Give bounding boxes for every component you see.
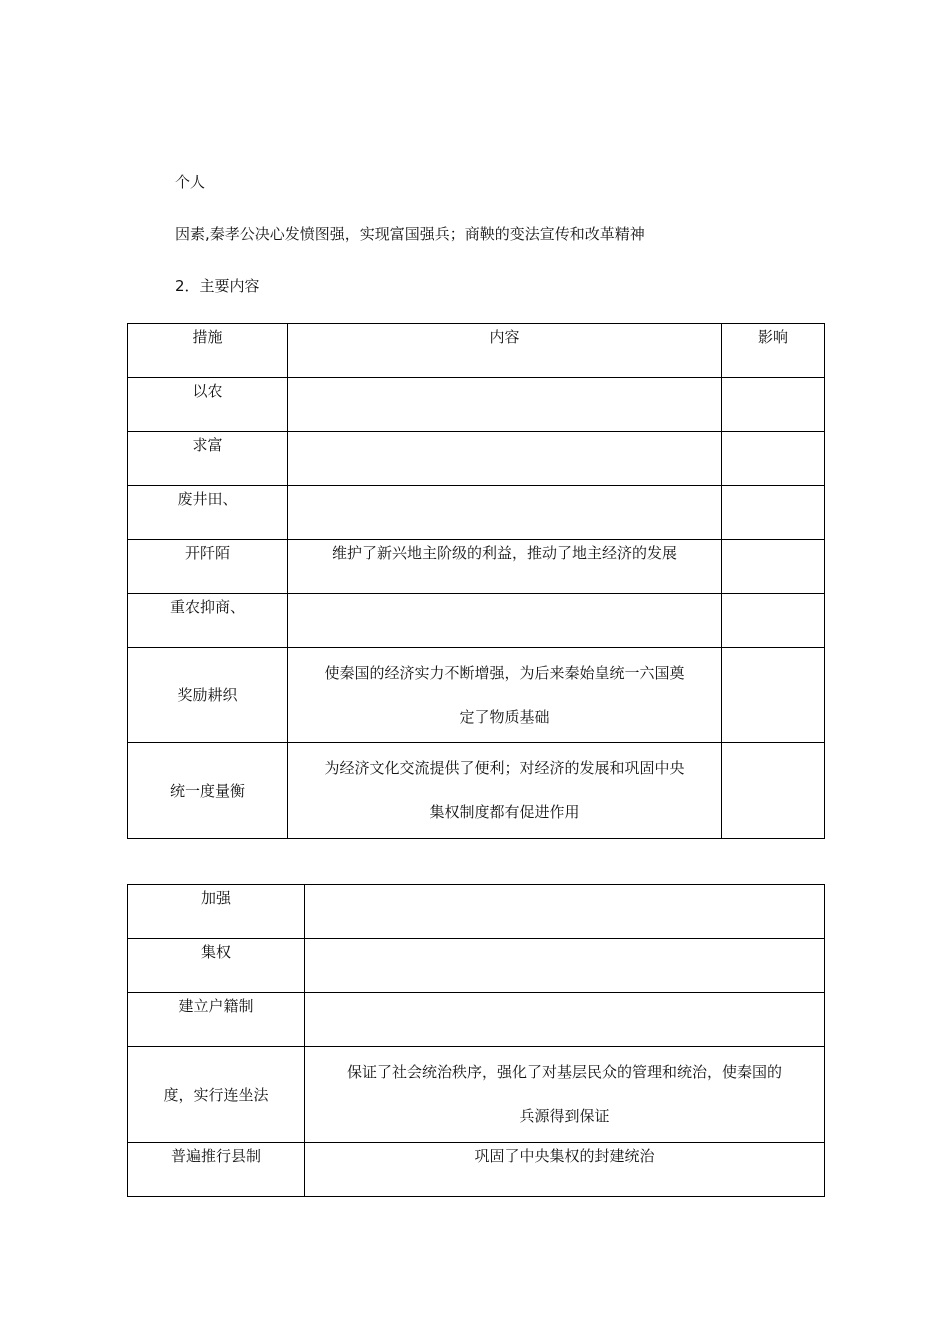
table-row xyxy=(128,1143,825,1197)
content-cell xyxy=(288,432,722,486)
impact-cell xyxy=(722,432,825,486)
measure-cell: 奖励耕织 xyxy=(128,648,288,743)
measure-cell: 求富 xyxy=(128,432,288,486)
table-row xyxy=(128,648,825,743)
table-row xyxy=(128,939,825,993)
content-line: 使秦国的经济实力不断增强，为后来秦始皇统一六国奠 xyxy=(324,664,685,682)
measure-cell: 加强 xyxy=(128,885,305,939)
intro-line-personal: 个人 xyxy=(175,173,206,191)
content-cell: 维护了新兴地主阶级的利益，推动了地主经济的发展 xyxy=(288,540,722,594)
content-cell xyxy=(288,743,722,839)
header-content: 内容 xyxy=(288,324,722,378)
table-row xyxy=(128,993,825,1047)
content-cell xyxy=(305,1047,825,1143)
measure-cell: 开阡陌 xyxy=(128,540,288,594)
impact-cell xyxy=(722,540,825,594)
impact-cell xyxy=(722,594,825,648)
table-row xyxy=(128,1047,825,1143)
header-measure: 措施 xyxy=(128,324,288,378)
measures-table-economic xyxy=(127,323,825,839)
table-row xyxy=(128,540,825,594)
content-cell xyxy=(305,993,825,1047)
section-heading: 2．主要内容 xyxy=(175,277,260,295)
measure-cell: 集权 xyxy=(128,939,305,993)
measure-cell: 废井田、 xyxy=(128,486,288,540)
measures-table-political xyxy=(127,884,825,1197)
content-line: 为经济文化交流提供了便利；对经济的发展和巩固中央 xyxy=(324,759,685,777)
content-line: 集权制度都有促进作用 xyxy=(429,803,580,821)
table-row xyxy=(128,378,825,432)
content-cell xyxy=(288,378,722,432)
content-cell xyxy=(305,939,825,993)
measure-cell: 重农抑商、 xyxy=(128,594,288,648)
content-line: 定了物质基础 xyxy=(459,708,550,726)
table-row xyxy=(128,432,825,486)
measure-cell: 建立户籍制 xyxy=(128,993,305,1047)
table-row xyxy=(128,486,825,540)
impact-cell xyxy=(722,648,825,743)
table-row xyxy=(128,885,825,939)
table-header-row xyxy=(128,324,825,378)
measure-cell: 以农 xyxy=(128,378,288,432)
content-cell xyxy=(288,594,722,648)
impact-cell xyxy=(722,378,825,432)
table-row xyxy=(128,594,825,648)
content-line: 保证了社会统治秩序，强化了对基层民众的管理和统治，使秦国的 xyxy=(346,1063,782,1081)
header-impact: 影响 xyxy=(722,324,825,378)
content-cell xyxy=(305,885,825,939)
content-cell: 巩固了中央集权的封建统治 xyxy=(305,1143,825,1197)
table-row xyxy=(128,743,825,839)
content-cell xyxy=(288,648,722,743)
measure-cell: 统一度量衡 xyxy=(128,743,288,839)
measure-cell: 度，实行连坐法 xyxy=(128,1047,305,1143)
impact-cell xyxy=(722,486,825,540)
measure-cell: 普遍推行县制 xyxy=(128,1143,305,1197)
content-cell xyxy=(288,486,722,540)
content-line: 兵源得到保证 xyxy=(519,1107,610,1125)
impact-cell xyxy=(722,743,825,839)
intro-line-factors: 因素,秦孝公决心发愤图强，实现富国强兵；商鞅的变法宣传和改革精神 xyxy=(175,225,645,243)
